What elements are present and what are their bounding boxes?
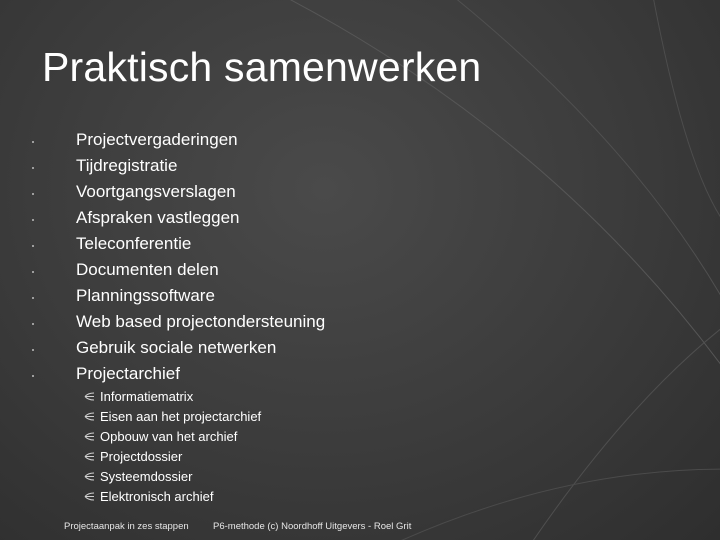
dot-bullet-icon (32, 349, 34, 351)
sub-list-item-label: Projectdossier (100, 449, 183, 464)
dot-bullet-icon (32, 141, 34, 143)
arrow-bullet-icon (84, 412, 95, 421)
list-item-label: Voortgangsverslagen (76, 182, 236, 201)
list-item-label: Gebruik sociale netwerken (76, 338, 277, 357)
dot-bullet-icon (32, 193, 34, 195)
arrow-bullet-icon (84, 472, 95, 481)
sub-list-item-label: Elektronisch archief (100, 489, 214, 504)
footer-left: Projectaanpak in zes stappen (64, 521, 189, 532)
list-item-label: Projectarchief (76, 364, 180, 383)
list-item-label: Tijdregistratie (76, 156, 178, 175)
list-item-label: Projectvergaderingen (76, 130, 238, 149)
list-item-label: Afspraken vastleggen (76, 208, 240, 227)
arrow-bullet-icon (84, 392, 95, 401)
list-item-label: Documenten delen (76, 260, 219, 279)
list-item-label: Teleconferentie (76, 234, 192, 253)
sub-list-item-label: Eisen aan het projectarchief (100, 409, 262, 424)
dot-bullet-icon (32, 245, 34, 247)
list-item-label: Planningssoftware (76, 286, 215, 305)
footer-right: P6-methode (c) Noordhoff Uitgevers - Roel Grit (213, 521, 412, 532)
list-item-label: Web based projectondersteuning (76, 312, 326, 331)
dot-bullet-icon (32, 167, 34, 169)
dot-bullet-icon (32, 219, 34, 221)
dot-bullet-icon (32, 297, 34, 299)
dot-bullet-icon (32, 271, 34, 273)
sub-list-item-label: Opbouw van het archief (100, 429, 238, 444)
dot-bullet-icon (32, 323, 34, 325)
sub-list-item-label: Systeemdossier (100, 469, 193, 484)
arrow-bullet-icon (84, 432, 95, 441)
arrow-bullet-icon (84, 452, 95, 461)
sub-list-item-label: Informatiematrix (100, 389, 194, 404)
dot-bullet-icon (32, 375, 34, 377)
arrow-bullet-icon (84, 492, 95, 501)
slide-title: Praktisch samenwerken (42, 44, 482, 90)
